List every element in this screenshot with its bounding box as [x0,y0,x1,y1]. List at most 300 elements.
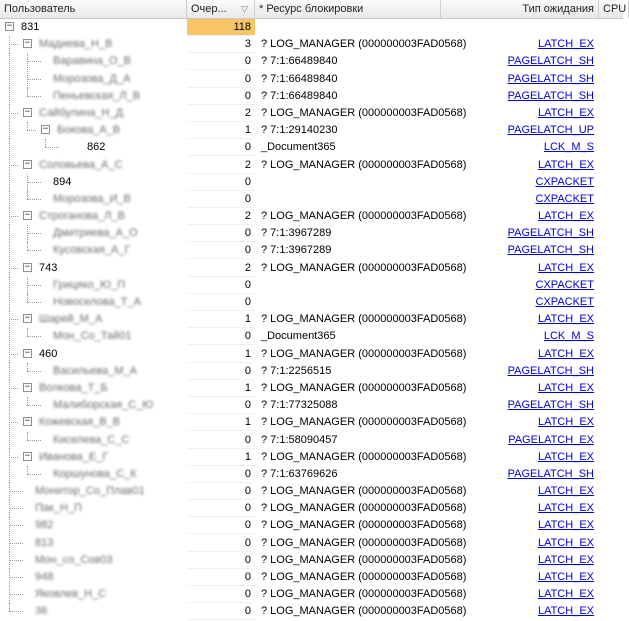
user-name: Пеньевская_Л_В [53,89,141,102]
wait-type-cell [445,208,595,225]
tree-branch-line [9,165,18,166]
wait-type-cell [445,19,595,36]
cpu-cell [599,53,623,70]
cpu-cell [599,191,623,208]
tree-guide-line [9,53,10,70]
cpu-cell [599,19,623,36]
user-cell [0,53,187,70]
wait-type-cell [445,517,595,534]
tree-branch-line [27,96,41,97]
queue-cell: 0 [187,242,255,259]
resource-cell: ? LOG_MANAGER (000000003FAD0568) [261,261,467,274]
user-name: 894 [53,175,72,188]
wait-type-link[interactable]: PAGELATCH_EX [508,433,594,446]
queue-cell: 0 [187,294,255,311]
queue-cell: 0 [187,552,255,569]
user-name: 948 [35,571,54,583]
resource-cell: ? LOG_MANAGER (000000003FAD0568) [261,502,467,515]
user-cell [0,552,187,569]
table-row[interactable] [0,586,623,603]
resource-cell: ? LOG_MANAGER (000000003FAD0568) [261,313,467,326]
tree-guide-line [9,88,10,105]
cpu-cell [599,36,623,53]
tree-guide-line [27,397,28,405]
collapse-icon[interactable]: − [24,381,31,392]
cpu-cell [599,535,623,552]
wait-type-cell [445,225,595,242]
resource-cell: ? LOG_MANAGER (000000003FAD0568) [261,485,467,498]
resource-cell: ? LOG_MANAGER (000000003FAD0568) [261,588,467,601]
queue-cell: 0 [187,569,255,586]
user-cell [0,432,187,449]
tree-guide-line [9,225,10,242]
wait-type-link[interactable]: LATCH_EX [537,519,594,532]
queue-cell: 1 [187,311,255,328]
user-name: Волкова_Т_Б [39,381,108,394]
cpu-cell [599,208,623,225]
wait-type-link[interactable]: PAGELATCH_SH [507,399,594,412]
table-row[interactable] [0,414,623,431]
tree-guide-line [9,294,10,311]
wait-type-cell [445,603,595,620]
user-name: 813 [35,536,54,549]
user-name: Соловьева_А_С [39,158,123,171]
wait-type-link[interactable]: LATCH_EX [537,106,594,119]
tree-guide-line [27,191,28,199]
wait-type-cell [445,380,595,397]
wait-type-cell [445,174,595,191]
cpu-cell [599,328,623,345]
queue-cell: 2 [187,157,255,174]
tree-branch-line [9,113,18,114]
wait-type-link[interactable]: CXPACKET [535,192,594,205]
tree-guide-line [9,191,10,208]
collapse-icon[interactable]: − [24,38,31,49]
table-row[interactable] [0,71,623,88]
table-row[interactable] [0,294,623,311]
user-name: Яковлев_Н_С [35,588,107,601]
cpu-cell [599,225,623,242]
table-row[interactable] [0,242,623,259]
wait-type-link[interactable]: LATCH_EX [537,553,594,566]
wait-type-cell [445,535,595,552]
queue-cell: 1 [187,449,255,466]
wait-type-link[interactable]: LATCH_EX [537,588,594,601]
tree-branch-line [27,79,41,80]
cpu-cell [599,483,623,500]
cpu-cell [599,260,623,277]
cpu-cell [599,346,623,363]
queue-cell: 2 [187,105,255,122]
wait-type-link[interactable]: PAGELATCH_SH [507,72,594,85]
user-name: Коршунова_С_К [53,467,137,480]
tree-guide-line [9,174,10,191]
wait-type-link[interactable]: LATCH_EX [537,347,594,360]
user-cell [0,517,187,534]
resource-cell: ? 7:1:66489840 [261,89,338,102]
cpu-cell [599,157,623,174]
queue-cell: 0 [187,466,255,483]
tree-branch-line [9,491,23,492]
wait-type-cell [445,363,595,380]
user-cell [0,139,187,156]
table-row[interactable] [0,397,623,414]
user-cell [0,483,187,500]
resource-cell: ? 7:1:66489840 [261,55,338,68]
tree-branch-line [27,61,41,62]
tree-branch-line [9,543,23,544]
cpu-cell [599,380,623,397]
user-cell [0,586,187,603]
wait-type-link[interactable]: LATCH_EX [537,313,594,326]
collapse-icon[interactable]: − [24,210,31,221]
user-cell [0,191,187,208]
cpu-cell [599,586,623,603]
wait-type-link[interactable]: LCK_M_S [543,141,594,154]
user-name: Морозова_Д_А [53,72,131,85]
tree-branch-line [9,44,18,45]
cpu-cell [599,432,623,449]
user-cell [0,208,187,225]
column-header-cpu[interactable]: CPU [599,0,629,18]
cpu-cell [599,294,623,311]
wait-type-link[interactable]: PAGELATCH_UP [507,124,594,137]
user-name: Строганова_Л_В [39,210,125,223]
wait-type-cell [445,346,595,363]
user-cell [0,414,187,431]
tree-guide-line [9,397,10,414]
cpu-cell [599,500,623,517]
table-row[interactable] [0,277,623,294]
table-row[interactable] [0,346,623,363]
queue-cell: 0 [187,432,255,449]
user-cell [0,397,187,414]
user-cell [0,242,187,259]
user-cell [0,603,187,620]
table-row[interactable] [0,380,623,397]
table-row[interactable] [0,363,623,380]
tree-guide-line [9,242,10,259]
queue-cell: 1 [187,122,255,139]
tree-branch-line [27,440,41,441]
cpu-cell [599,569,623,586]
user-cell [0,88,187,105]
resource-cell: ? LOG_MANAGER (000000003FAD0568) [261,416,467,429]
table-row[interactable] [0,552,623,569]
resource-cell: ? 7:1:58090457 [261,433,338,446]
user-cell [0,71,187,88]
user-name: 743 [39,261,58,274]
queue-cell: 3 [187,36,255,53]
wait-type-link[interactable]: CXPACKET [535,278,594,291]
wait-type-link[interactable]: PAGELATCH_SH [507,364,594,377]
column-header-user[interactable]: Пользователь [0,0,187,18]
table-row[interactable] [0,208,623,225]
tree-guide-line [9,466,10,483]
user-cell [0,19,187,36]
resource-cell: _Document365 [261,330,336,343]
cpu-cell [599,311,623,328]
user-name: 36 [35,605,48,618]
table-row[interactable] [0,569,623,586]
collapse-icon[interactable]: − [24,158,31,169]
tree-branch-line [27,336,41,337]
user-cell [0,311,187,328]
wait-type-link[interactable]: PAGELATCH_SH [507,467,594,480]
table-row[interactable] [0,36,623,53]
wait-type-link[interactable]: LATCH_EX [537,158,594,171]
table-row[interactable] [0,53,623,70]
resource-cell: ? 7:1:2256515 [261,364,332,377]
sort-descending-icon: ▽ [241,4,248,14]
tree-branch-line [45,147,59,148]
tree-guide-line [45,139,46,147]
queue-cell: 1 [187,346,255,363]
tree-branch-line [9,508,23,509]
wait-type-cell [445,311,595,328]
wait-type-link[interactable]: CXPACKET [535,296,594,308]
queue-cell: 1 [187,380,255,397]
resource-cell: ? LOG_MANAGER (000000003FAD0568) [261,158,467,171]
wait-type-link[interactable]: LCK_M_S [543,330,594,343]
queue-cell: 0 [187,500,255,517]
queue-cell: 0 [187,88,255,105]
user-cell [0,294,187,311]
resource-cell: ? LOG_MANAGER (000000003FAD0568) [261,210,467,223]
table-row[interactable] [0,191,623,208]
tree-branch-line [27,405,41,406]
collapse-icon[interactable]: − [24,450,31,461]
table-row[interactable] [0,517,623,534]
resource-cell: ? 7:1:3967289 [261,227,332,240]
table-row[interactable] [0,328,623,345]
table-row[interactable] [0,311,623,328]
user-name: 460 [39,347,58,360]
tree-guide-line [9,603,10,611]
tree-branch-line [27,371,41,372]
cpu-cell [599,414,623,431]
wait-type-cell [445,122,595,139]
table-row[interactable] [0,88,623,105]
cpu-cell [599,517,623,534]
wait-type-cell [445,328,595,345]
table-row[interactable] [0,157,623,174]
table-row[interactable] [0,449,623,466]
resource-cell [255,277,445,294]
resource-cell: ? LOG_MANAGER (000000003FAD0568) [261,553,467,566]
tree-guide-line [9,363,10,380]
wait-type-link[interactable]: LATCH_EX [537,38,594,51]
user-name: Малиборская_С_Ю [53,399,154,412]
user-name: Мон_со_Сов03 [35,553,113,566]
tree-branch-line [27,302,41,303]
cpu-cell [599,122,623,139]
wait-type-cell [445,260,595,277]
user-name: Монитор_Со_Плав01 [35,485,145,498]
table-row[interactable] [0,466,623,483]
resource-cell: ? LOG_MANAGER (000000003FAD0568) [261,519,467,532]
user-name: Дмитриева_А_О [53,227,138,240]
queue-cell: 2 [187,260,255,277]
queue-cell: 2 [187,208,255,225]
collapse-icon[interactable]: − [24,347,31,358]
user-cell [0,449,187,466]
resource-cell: ? 7:1:63769626 [261,467,338,480]
wait-type-link[interactable]: LATCH_EX [537,485,594,498]
wait-type-link[interactable]: CXPACKET [535,175,594,188]
user-cell [0,277,187,294]
tree-guide-line [9,432,10,449]
wait-type-cell [445,277,595,294]
user-cell [0,466,187,483]
table-row[interactable] [0,105,623,122]
collapse-icon[interactable]: − [42,124,49,135]
user-name: Кожевская_В_В [39,416,121,429]
wait-type-link[interactable]: PAGELATCH_SH [507,244,594,257]
tree-guide-line [9,122,10,139]
user-cell [0,225,187,242]
tree-branch-line [9,354,18,355]
wait-type-link[interactable]: PAGELATCH_SH [507,55,594,68]
wait-type-cell [445,88,595,105]
queue-cell: 0 [187,363,255,380]
table-row[interactable] [0,483,623,500]
cpu-cell [599,174,623,191]
resource-cell [255,294,445,311]
tree-branch-line [27,130,36,131]
cpu-cell [599,363,623,380]
grid-rows [0,19,623,621]
resource-cell [255,191,445,208]
wait-type-cell [445,157,595,174]
wait-type-link[interactable]: LATCH_EX [537,571,594,583]
user-name: Киселева_С_С [53,433,130,446]
tree-branch-line [27,233,41,234]
collapse-icon[interactable]: − [6,21,13,31]
collapse-icon[interactable]: − [24,261,31,272]
table-row[interactable] [0,500,623,517]
user-name: Шарей_М_А [39,313,103,326]
collapse-icon[interactable]: − [24,416,31,427]
user-name: Мадиева_Н_В [39,38,113,51]
tree-branch-line [9,388,18,389]
user-cell [0,380,187,397]
table-row[interactable] [0,535,623,552]
queue-cell: 1 [187,414,255,431]
column-header-resource[interactable]: * Ресурс блокировки [255,0,599,18]
tree-guide-line [27,294,28,302]
wait-type-link[interactable]: LATCH_EX [537,536,594,549]
queue-cell: 0 [187,225,255,242]
wait-type-link[interactable]: LATCH_EX [537,261,594,274]
queue-cell: 0 [187,483,255,500]
table-row[interactable] [0,19,623,36]
tree-branch-line [9,560,23,561]
user-name: Варавина_О_В [53,55,131,68]
table-row[interactable] [0,122,623,139]
wait-type-link[interactable]: LATCH_EX [537,210,594,223]
user-cell [0,328,187,345]
resource-cell: ? LOG_MANAGER (000000003FAD0568) [261,605,467,618]
table-row[interactable] [0,139,623,156]
grid-header [0,0,627,19]
resource-cell: ? LOG_MANAGER (000000003FAD0568) [261,106,467,119]
user-cell [0,346,187,363]
table-row[interactable] [0,174,623,191]
column-header-queue[interactable] [187,0,255,18]
user-name: Пак_Н_П [35,502,82,515]
resource-cell [255,19,445,36]
tree-branch-line [27,182,41,183]
wait-type-link[interactable]: PAGELATCH_SH [507,227,594,240]
cpu-cell [599,449,623,466]
user-name: 831 [21,21,40,33]
queue-cell: 0 [187,586,255,603]
wait-type-cell [445,242,595,259]
queue-cell: 0 [187,535,255,552]
collapse-icon[interactable]: − [24,106,31,117]
wait-type-cell [445,105,595,122]
queue-cell: 0 [187,53,255,70]
resource-cell: ? 7:1:77325088 [261,399,338,412]
table-row[interactable] [0,432,623,449]
resource-cell: ? LOG_MANAGER (000000003FAD0568) [261,536,467,549]
user-name: 982 [35,519,54,532]
wait-type-link[interactable]: LATCH_EX [537,605,594,618]
cpu-cell [599,242,623,259]
user-cell [0,260,187,277]
queue-cell: 0 [187,277,255,294]
resource-cell: _Document365 [261,141,336,154]
tree-branch-line [9,577,23,578]
wait-type-link[interactable]: LATCH_EX [537,450,594,463]
queue-cell: 0 [187,603,255,620]
resource-cell: ? LOG_MANAGER (000000003FAD0568) [261,381,467,394]
queue-cell: 0 [187,71,255,88]
tree-branch-line [9,319,18,320]
queue-cell: 0 [187,191,255,208]
wait-type-cell [445,191,595,208]
tree-guide-line [27,432,28,440]
wait-type-cell [445,414,595,431]
resource-cell: ? 7:1:66489840 [261,72,338,85]
table-row[interactable] [0,225,623,242]
user-cell [0,174,187,191]
wait-type-cell [445,36,595,53]
cpu-cell [599,277,623,294]
wait-type-cell [445,139,595,156]
tree-branch-line [9,611,23,612]
tree-branch-line [9,422,18,423]
wait-type-link[interactable]: LATCH_EX [537,381,594,394]
wait-type-cell [445,432,595,449]
wait-type-cell [445,294,595,311]
table-row[interactable] [0,260,623,277]
user-cell [0,569,187,586]
column-header-wait-type[interactable]: Тип ожидания [440,0,599,18]
table-row[interactable] [0,603,623,620]
user-name: 862 [87,141,106,154]
collapse-icon[interactable]: − [24,313,31,324]
wait-type-link[interactable]: LATCH_EX [537,416,594,429]
cpu-cell [599,466,623,483]
wait-type-cell [445,53,595,70]
user-cell [0,500,187,517]
user-name: Бокова_А_В [57,124,121,137]
wait-type-link[interactable]: PAGELATCH_SH [507,89,594,102]
wait-type-cell [445,449,595,466]
wait-type-link[interactable]: LATCH_EX [537,502,594,515]
